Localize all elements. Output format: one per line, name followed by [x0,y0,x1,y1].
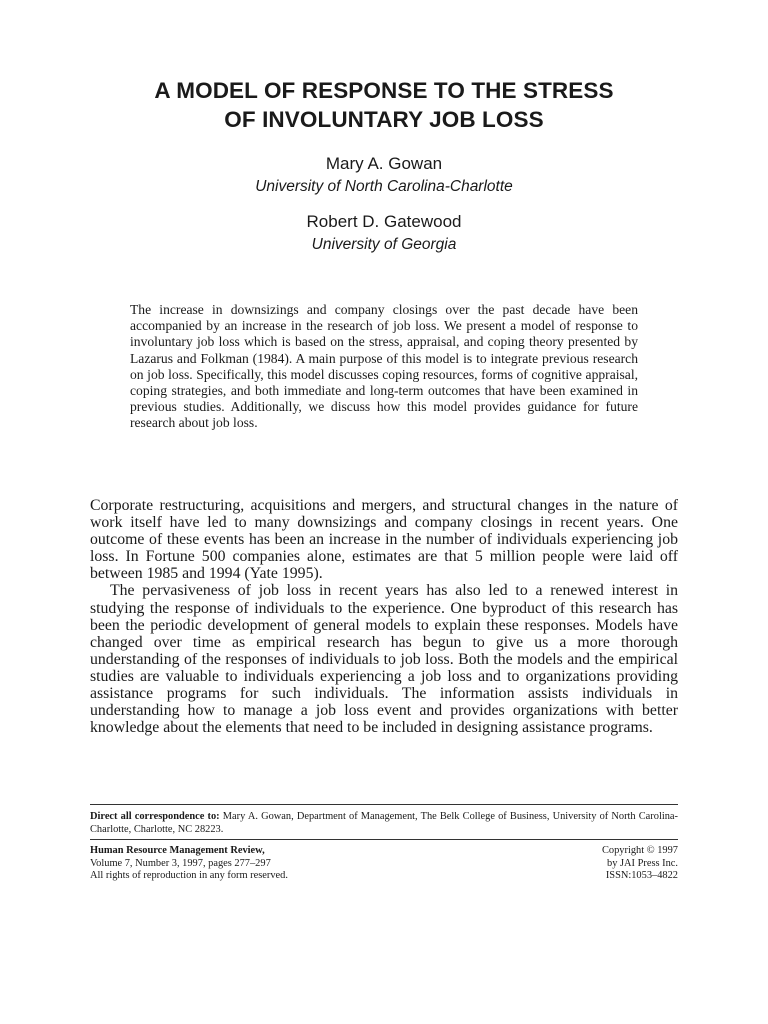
journal-volume: Volume 7, Number 3, 1997, pages 277–297 [90,857,271,869]
title-line-1: A MODEL OF RESPONSE TO THE STRESS [154,78,614,103]
publication-footer [90,845,678,883]
author-name-1: Mary A. Gowan [325,154,443,173]
article-title [0,76,768,134]
journal-name: Human Resource Management Review, [90,845,265,856]
author-affiliation-1: University of North Carolina-Charlotte [255,178,513,195]
copyright-line: Copyright © 1997 [601,845,678,856]
footnote-rule-top [90,804,678,805]
footnote-rule-bottom [90,839,678,840]
publisher-line: by JAI Press Inc. [607,857,678,869]
footer-journal-info [90,845,288,883]
footer-copyright-info [602,845,678,883]
correspondence-note [90,810,678,836]
author-name-2: Robert D. Gatewood [306,212,462,231]
issn-line: ISSN:1053–4822 [605,870,678,881]
body-text [90,497,678,736]
title-line-2: OF INVOLUNTARY JOB LOSS [224,107,544,132]
body-paragraph-2: The pervasiveness of job loss in recent years has also led to a renewed interest in studying the response of individuals to the experience. One byproduct of this research has been the periodic development of general models to explain these responses. Models have changed over time as empirical research has begun to give us a more thorough understanding of the responses of individuals to job loss. Both the models and the empirical studies are valuable to individuals experiencing a job loss and to organizations providing assistance programs for such individuals. The information assists individuals in understanding how to manage a job loss event and provides organizations with better knowledge about the elements that need to be included in designing assistance programs. [90,582,678,737]
rights-statement: All rights of reproduction in any form reserved. [90,870,288,881]
abstract: The increase in downsizings and company closings over the past decade have been accompanied by an increase in the research of job loss. We present a model of response to involuntary job loss which is based on the stress, appraisal, and coping theory presented by Lazarus and Folkman (1984). A main purpose of this model is to integrate previous research on job loss. Specifically, this model discusses coping resources, forms of cognitive appraisal, coping strategies, and both immediate and long-term outcomes that have been examined in previous studies. Additionally, we discuss how this model provides guidance for future research about job loss. [130,302,638,431]
correspondence-label: Direct all correspondence to: [90,811,220,822]
correspondence-text: Mary A. Gowan, Department of Management, The Belk College of Business, University of North Carolina-Charlotte, Charlotte, NC 28223. [90,811,678,835]
author-affiliation-2: University of Georgia [311,236,457,253]
body-paragraph-1: Corporate restructuring, acquisitions and mergers, and structural changes in the nature of work itself have led to many downsizings and company closings in recent years. One outcome of these events has been an increase in the number of individuals experiencing job loss. In Fortune 500 companies alone, estimates are that 5 million people were laid off between 1985 and 1994 (Yate 1995). [90,497,678,583]
